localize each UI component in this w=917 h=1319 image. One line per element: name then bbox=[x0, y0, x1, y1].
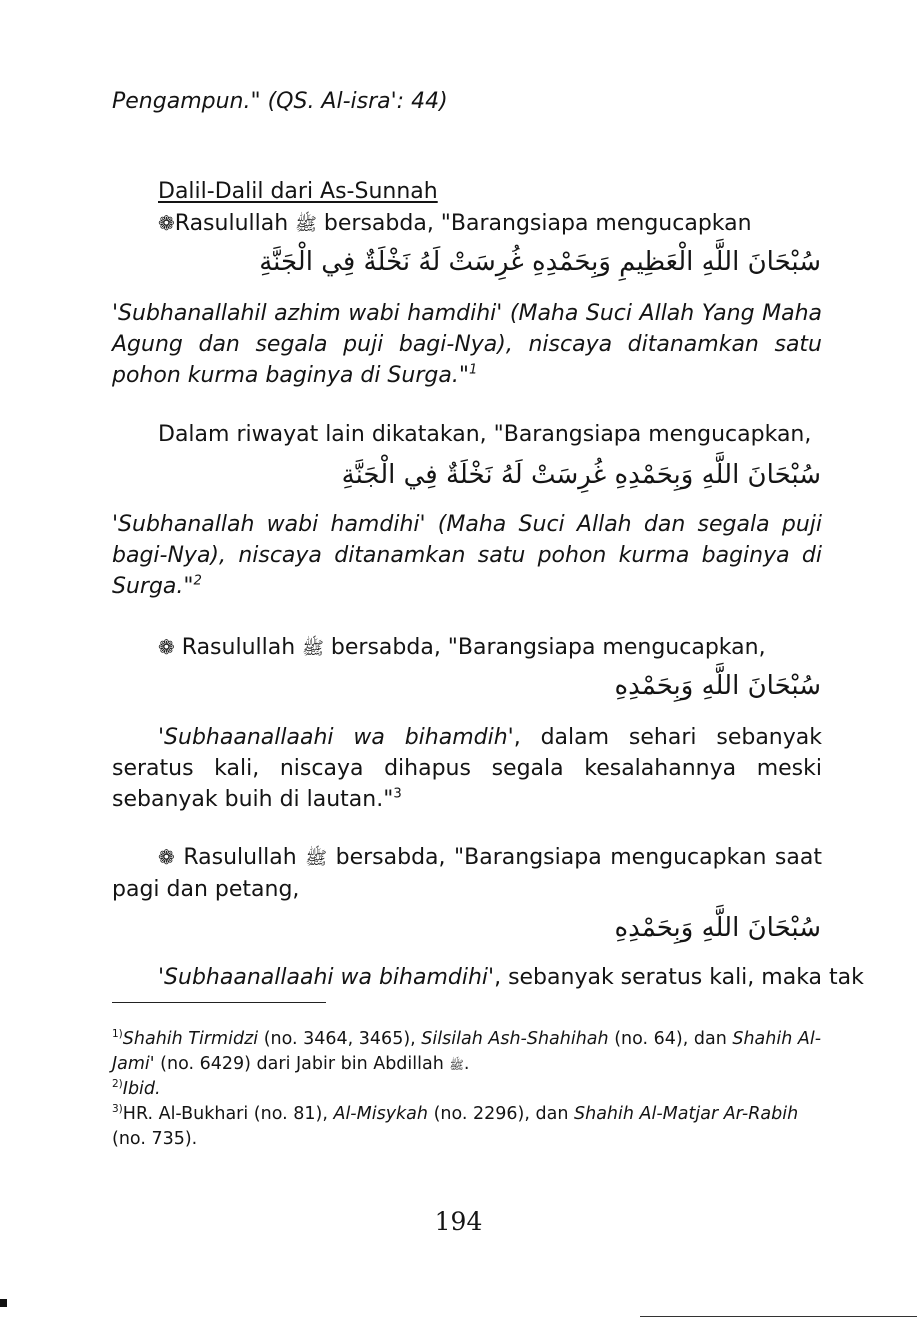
footnote-ref: 1 bbox=[468, 362, 478, 378]
saw-icon: ﷺ bbox=[302, 638, 324, 659]
hadith1-translit: 'Subhanallahil azhim wabi hamdihi' (Maha Suci Allah Yang Maha Agung dan segala puji bagi-Nya), niscaya ditanamkan satu pohon kurma baginya di Surga."$^1$ bbox=[112, 301, 822, 388]
footnote-divider bbox=[112, 1002, 326, 1003]
footnote-ref: 2 bbox=[193, 573, 202, 589]
hadith2-intro: Dalam riwayat lain dikatakan, "Barangsiapa mengucapkan, bbox=[158, 422, 812, 447]
hadith4-translit: 'Subhaanallaahi wa bihamdihi', sebanyak seratus kali, maka tak bbox=[158, 965, 864, 990]
hadith3-intro: ❁ Rasulullah ﷺ bersabda, "Barangsiapa mengucapkan, bbox=[158, 635, 766, 660]
flower-icon: ❁ bbox=[158, 845, 175, 869]
hadith4-arabic: سُبْحَانَ اللَّهِ وَبِحَمْدِهِ bbox=[614, 913, 821, 943]
footnote-3: $^{3)}$HR. Al-Bukhari (no. 81), Al-Misykah (no. 2296), dan Shahih Al-Matjar Ar-Rabih (no. 735). bbox=[112, 1103, 799, 1149]
footnote-ref: 3 bbox=[393, 786, 402, 802]
hadith3-translit: 'Subhaanallaahi wa bihamdih', dalam sehari sebanyak seratus kali, niscaya dihapus segala kesalahannya meski sebanyak buih di lautan."$^3$ bbox=[112, 725, 822, 812]
page-number: 194 bbox=[434, 1207, 483, 1236]
hadith3-arabic: سُبْحَانَ اللَّهِ وَبِحَمْدِهِ bbox=[614, 671, 821, 701]
saw-icon: ﷺ bbox=[305, 848, 328, 869]
rasulullah-label: Rasulullah bbox=[174, 211, 289, 236]
continued-text: Pengampun." (QS. Al-isra': 44) bbox=[112, 89, 448, 114]
hadith1-intro-text: bersabda, "Barangsiapa mengucapkan bbox=[323, 211, 752, 236]
rasulullah-label: Rasulullah bbox=[181, 635, 296, 660]
footnote-1: $^{1)}$Shahih Tirmidzi (no. 3464, 3465), Silsilah Ash-Shahihah (no. 64), dan Shahih Al-Jami' (no. 6429) dari Jabir bin Abdillah ﷺ. bbox=[112, 1028, 822, 1074]
hadith4-intro: ❁ Rasulullah ﷺ bersabda, "Barangsiapa mengucapkan saat pagi dan petang, bbox=[112, 845, 822, 902]
rasulullah-label: Rasulullah bbox=[183, 845, 297, 870]
footnote-2: $^{2)}$Ibid. bbox=[112, 1078, 161, 1099]
flower-icon: ❁ bbox=[158, 635, 175, 659]
ra-icon: ﷺ bbox=[449, 1058, 464, 1072]
flower-icon: ❁ bbox=[158, 211, 175, 235]
hadith1-intro bbox=[158, 208, 752, 240]
hadith2-arabic: سُبْحَانَ اللَّهِ وَبِحَمْدِهِ غُرِسَتْ لَهُ نَخْلَةٌ فِي الْجَنَّةِ bbox=[341, 460, 821, 490]
hadith2-translit: 'Subhanallah wabi hamdihi' (Maha Suci Allah dan segala puji bagi-Nya), niscaya ditanamkan satu pohon kurma baginya di Surga."$^2$ bbox=[112, 512, 822, 599]
saw-icon: ﷺ bbox=[295, 214, 317, 235]
bottom-rule bbox=[640, 1316, 917, 1317]
section-heading: Dalil-Dalil dari As-Sunnah bbox=[158, 179, 438, 204]
hadith1-arabic: سُبْحَانَ اللَّهِ الْعَظِيمِ وَبِحَمْدِهِ غُرِسَتْ لَهُ نَخْلَةٌ فِي الْجَنَّةِ bbox=[259, 247, 821, 277]
scan-mark bbox=[0, 1299, 7, 1307]
